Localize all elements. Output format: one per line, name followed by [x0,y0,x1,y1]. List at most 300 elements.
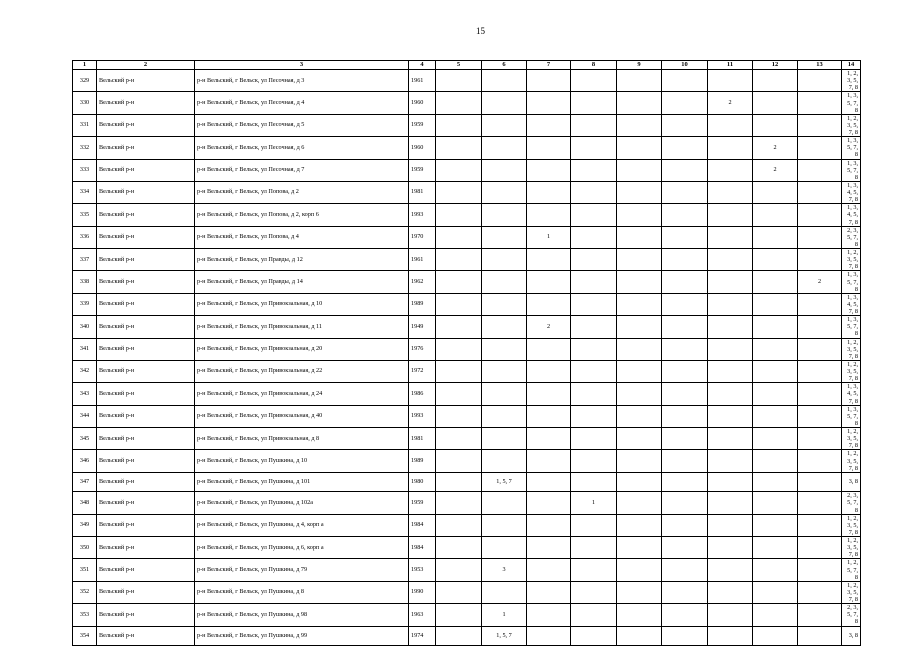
col14-cell: 1, 3, 5, 7, 8 [842,137,861,159]
page-number: 15 [476,26,485,36]
col8-cell [571,293,617,315]
col10-cell [662,70,708,92]
district-cell: Вельский р-н [97,316,195,338]
col11-cell [708,204,753,226]
address-cell: р-н Вельский, г Вельск, ул Попова, д 2, корп 6 [195,204,409,226]
col11-cell [708,559,753,581]
col12-cell [753,626,798,646]
table-row [73,293,861,315]
col11-cell: 2 [708,92,753,114]
col7-cell [527,514,571,536]
table-row [73,472,861,492]
col6-cell [482,514,527,536]
col12-cell [753,559,798,581]
col11-cell [708,604,753,626]
address-cell: р-н Вельский, г Вельск, ул Попова, д 4 [195,226,409,248]
col8-cell [571,559,617,581]
address-cell: р-н Вельский, г Вельск, ул Пушкина, д 99 [195,626,409,646]
col14-cell: 1, 2, 3, 5, 7, 8 [842,338,861,360]
col8-cell [571,249,617,271]
table-row [73,159,861,181]
col14-cell: 1, 2, 3, 5, 7, 8 [842,514,861,536]
address-cell: р-н Вельский, г Вельск, ул Привокзальная, д 8 [195,428,409,450]
row-number: 334 [73,181,97,203]
col13-cell [798,293,842,315]
row-number: 332 [73,137,97,159]
col6-cell [482,450,527,472]
col13-cell [798,450,842,472]
table-body [73,70,861,646]
address-cell: р-н Вельский, г Вельск, ул Пушкина, д 79 [195,559,409,581]
year-cell: 1986 [409,383,436,405]
table-row [73,581,861,603]
col9-cell [617,226,662,248]
col13-cell [798,405,842,427]
col10-cell [662,428,708,450]
col13-cell [798,472,842,492]
col13-cell [798,581,842,603]
col12-cell [753,271,798,293]
year-cell: 1953 [409,559,436,581]
address-cell: р-н Вельский, г Вельск, ул Пушкина, д 101 [195,472,409,492]
col12-cell [753,492,798,514]
row-number: 330 [73,92,97,114]
col8-cell [571,70,617,92]
year-cell: 1962 [409,271,436,293]
col11-cell [708,338,753,360]
row-number: 340 [73,316,97,338]
col8-cell [571,537,617,559]
col8-cell [571,316,617,338]
col5-cell [436,492,482,514]
col5-cell [436,360,482,382]
address-cell: р-н Вельский, г Вельск, ул Привокзальная, д 22 [195,360,409,382]
year-cell: 1970 [409,226,436,248]
col5-cell [436,137,482,159]
year-cell: 1961 [409,70,436,92]
year-cell: 1960 [409,137,436,159]
col11-cell [708,428,753,450]
col12-cell [753,383,798,405]
col14-cell: 1, 2, 3, 5, 7, 8 [842,450,861,472]
district-cell: Вельский р-н [97,360,195,382]
district-cell: Вельский р-н [97,405,195,427]
col5-cell [436,537,482,559]
district-cell: Вельский р-н [97,249,195,271]
col9-cell [617,293,662,315]
year-cell: 1961 [409,249,436,271]
col6-cell [482,249,527,271]
col6-cell [482,204,527,226]
col8-cell [571,405,617,427]
col9-cell [617,559,662,581]
col10-cell [662,581,708,603]
col7-cell [527,338,571,360]
col11-cell [708,316,753,338]
col14-cell: 2, 3, 5, 7, 8 [842,604,861,626]
col13-cell [798,537,842,559]
col6-cell [482,428,527,450]
address-cell: р-н Вельский, г Вельск, ул Пушкина, д 8 [195,581,409,603]
col5-cell [436,472,482,492]
col14-cell: 3, 8 [842,472,861,492]
district-cell: Вельский р-н [97,226,195,248]
col8-cell [571,204,617,226]
col11-cell [708,114,753,136]
col13-cell [798,249,842,271]
address-cell: р-н Вельский, г Вельск, ул Песочная, д 5 [195,114,409,136]
col9-cell [617,537,662,559]
col7-cell [527,159,571,181]
table-row [73,114,861,136]
col5-cell [436,581,482,603]
col13-cell [798,338,842,360]
col14-cell: 1, 3, 4, 5, 7, 8 [842,383,861,405]
col10-cell [662,204,708,226]
col8-cell: 1 [571,492,617,514]
col12-cell [753,70,798,92]
col5-cell [436,316,482,338]
district-cell: Вельский р-н [97,92,195,114]
row-number: 351 [73,559,97,581]
year-cell: 1989 [409,450,436,472]
col8-cell [571,137,617,159]
col14-cell: 1, 2, 3, 5, 7, 8 [842,70,861,92]
col14-cell: 1, 2, 3, 5, 7, 8 [842,581,861,603]
col10-cell [662,114,708,136]
col11-cell [708,360,753,382]
col13-cell [798,159,842,181]
col14-cell: 1, 2, 3, 5, 7, 8 [842,249,861,271]
table-row [73,249,861,271]
row-number: 333 [73,159,97,181]
col8-cell [571,626,617,646]
address-cell: р-н Вельский, г Вельск, ул Привокзальная, д 10 [195,293,409,315]
col8-cell [571,226,617,248]
col12-cell [753,181,798,203]
table-row [73,626,861,646]
col9-cell [617,271,662,293]
address-cell: р-н Вельский, г Вельск, ул Песочная, д 4 [195,92,409,114]
row-number: 346 [73,450,97,472]
col6-cell [482,405,527,427]
col10-cell [662,226,708,248]
col7-cell [527,581,571,603]
col13-cell [798,360,842,382]
address-cell: р-н Вельский, г Вельск, ул Пушкина, д 6, корп а [195,537,409,559]
table-row [73,338,861,360]
year-cell: 1976 [409,338,436,360]
col11-cell [708,581,753,603]
year-cell: 1993 [409,405,436,427]
col5-cell [436,204,482,226]
col13-cell [798,626,842,646]
col12-cell [753,338,798,360]
table-header-row [73,61,861,70]
col7-cell [527,293,571,315]
col14-cell: 1, 3, 5, 7, 8 [842,92,861,114]
col6-cell [482,338,527,360]
col12-cell [753,360,798,382]
col14-cell: 1, 2, 5, 7, 8 [842,559,861,581]
col9-cell [617,604,662,626]
col5-cell [436,70,482,92]
col11-cell [708,626,753,646]
col13-cell [798,181,842,203]
row-number: 338 [73,271,97,293]
col10-cell [662,293,708,315]
col5-cell [436,293,482,315]
col9-cell [617,450,662,472]
col7-cell: 1 [527,226,571,248]
col10-cell [662,559,708,581]
col12-cell [753,514,798,536]
year-cell: 1959 [409,159,436,181]
col13-cell [798,492,842,514]
col13-cell [798,514,842,536]
col6-cell [482,581,527,603]
col10-cell [662,383,708,405]
row-number: 344 [73,405,97,427]
col11-cell [708,226,753,248]
col7-cell [527,604,571,626]
district-cell: Вельский р-н [97,338,195,360]
table-row [73,383,861,405]
col7-cell [527,181,571,203]
col12-cell [753,428,798,450]
col9-cell [617,204,662,226]
col10-cell [662,338,708,360]
address-cell: р-н Вельский, г Вельск, ул Привокзальная, д 24 [195,383,409,405]
column-header-14: 14 [842,61,861,70]
col10-cell [662,514,708,536]
col6-cell [482,181,527,203]
col12-cell [753,249,798,271]
table-row [73,92,861,114]
col9-cell [617,383,662,405]
col14-cell: 1, 2, 3, 5, 7, 8 [842,114,861,136]
col5-cell [436,626,482,646]
column-header-11: 11 [708,61,753,70]
col9-cell [617,92,662,114]
year-cell: 1949 [409,316,436,338]
district-cell: Вельский р-н [97,293,195,315]
col11-cell [708,492,753,514]
table-row [73,70,861,92]
col7-cell [527,92,571,114]
col12-cell [753,316,798,338]
table-row [73,226,861,248]
row-number: 339 [73,293,97,315]
col10-cell [662,472,708,492]
table-row [73,604,861,626]
col9-cell [617,514,662,536]
col13-cell [798,137,842,159]
col8-cell [571,450,617,472]
year-cell: 1963 [409,604,436,626]
col8-cell [571,338,617,360]
district-cell: Вельский р-н [97,383,195,405]
col7-cell [527,472,571,492]
col8-cell [571,383,617,405]
col13-cell [798,70,842,92]
col7-cell [527,383,571,405]
col10-cell [662,450,708,472]
column-header-7: 7 [527,61,571,70]
col11-cell [708,271,753,293]
col6-cell [482,92,527,114]
col8-cell [571,428,617,450]
district-cell: Вельский р-н [97,181,195,203]
district-cell: Вельский р-н [97,514,195,536]
col9-cell [617,338,662,360]
col6-cell [482,137,527,159]
col10-cell [662,249,708,271]
col5-cell [436,450,482,472]
col13-cell [798,114,842,136]
address-cell: р-н Вельский, г Вельск, ул Правды, д 12 [195,249,409,271]
address-cell: р-н Вельский, г Вельск, ул Привокзальная, д 40 [195,405,409,427]
year-cell: 1980 [409,472,436,492]
col7-cell [527,492,571,514]
col6-cell [482,226,527,248]
col9-cell [617,249,662,271]
address-cell: р-н Вельский, г Вельск, ул Попова, д 2 [195,181,409,203]
row-number: 345 [73,428,97,450]
col14-cell: 2, 3, 5, 7, 8 [842,492,861,514]
address-cell: р-н Вельский, г Вельск, ул Пушкина, д 98 [195,604,409,626]
col11-cell [708,405,753,427]
col14-cell: 1, 3, 5, 7, 8 [842,159,861,181]
address-cell: р-н Вельский, г Вельск, ул Пушкина, д 10 [195,450,409,472]
col13-cell [798,559,842,581]
year-cell: 1974 [409,626,436,646]
col11-cell [708,159,753,181]
col7-cell [527,70,571,92]
col6-cell [482,293,527,315]
address-cell: р-н Вельский, г Вельск, ул Правды, д 14 [195,271,409,293]
column-header-9: 9 [617,61,662,70]
district-cell: Вельский р-н [97,604,195,626]
col7-cell [527,405,571,427]
col5-cell [436,428,482,450]
address-cell: р-н Вельский, г Вельск, ул Привокзальная, д 20 [195,338,409,360]
district-cell: Вельский р-н [97,581,195,603]
year-cell: 1959 [409,114,436,136]
year-cell: 1990 [409,581,436,603]
row-number: 335 [73,204,97,226]
address-cell: р-н Вельский, г Вельск, ул Привокзальная, д 11 [195,316,409,338]
district-cell: Вельский р-н [97,537,195,559]
col6-cell [482,114,527,136]
col8-cell [571,604,617,626]
column-header-2: 2 [97,61,195,70]
col10-cell [662,360,708,382]
column-header-12: 12 [753,61,798,70]
col13-cell [798,204,842,226]
col14-cell: 1, 3, 5, 7, 8 [842,405,861,427]
col14-cell: 1, 3, 4, 5, 7, 8 [842,181,861,203]
col6-cell [482,316,527,338]
col6-cell [482,271,527,293]
col9-cell [617,70,662,92]
district-cell: Вельский р-н [97,137,195,159]
district-cell: Вельский р-н [97,472,195,492]
col9-cell [617,360,662,382]
col11-cell [708,181,753,203]
column-header-4: 4 [409,61,436,70]
district-cell: Вельский р-н [97,492,195,514]
table-row [73,181,861,203]
col5-cell [436,383,482,405]
col12-cell [753,450,798,472]
col10-cell [662,626,708,646]
address-cell: р-н Вельский, г Вельск, ул Песочная, д 6 [195,137,409,159]
column-header-13: 13 [798,61,842,70]
table-row [73,492,861,514]
col5-cell [436,405,482,427]
col9-cell [617,137,662,159]
district-cell: Вельский р-н [97,559,195,581]
address-cell: р-н Вельский, г Вельск, ул Песочная, д 3 [195,70,409,92]
col14-cell: 1, 2, 3, 5, 7, 8 [842,428,861,450]
column-header-8: 8 [571,61,617,70]
col11-cell [708,450,753,472]
col7-cell [527,114,571,136]
year-cell: 1984 [409,537,436,559]
col7-cell [527,249,571,271]
col8-cell [571,92,617,114]
col6-cell [482,360,527,382]
row-number: 354 [73,626,97,646]
col8-cell [571,581,617,603]
col9-cell [617,181,662,203]
col8-cell [571,114,617,136]
col6-cell: 1, 5, 7 [482,472,527,492]
col6-cell [482,159,527,181]
table-row [73,405,861,427]
col10-cell [662,92,708,114]
col9-cell [617,492,662,514]
district-cell: Вельский р-н [97,159,195,181]
row-number: 353 [73,604,97,626]
col12-cell [753,114,798,136]
col14-cell: 2, 3, 5, 7, 8 [842,226,861,248]
col10-cell [662,492,708,514]
table-row [73,204,861,226]
col6-cell: 3 [482,559,527,581]
year-cell: 1972 [409,360,436,382]
col14-cell: 1, 3, 4, 5, 7, 8 [842,293,861,315]
col14-cell: 1, 2, 3, 5, 7, 8 [842,360,861,382]
col12-cell [753,581,798,603]
table-row [73,137,861,159]
col13-cell [798,226,842,248]
col14-cell: 1, 3, 5, 7, 8 [842,316,861,338]
row-number: 348 [73,492,97,514]
year-cell: 1989 [409,293,436,315]
col7-cell [527,428,571,450]
col5-cell [436,249,482,271]
table-row [73,450,861,472]
col9-cell [617,428,662,450]
col11-cell [708,383,753,405]
row-number: 343 [73,383,97,405]
year-cell: 1960 [409,92,436,114]
column-header-1: 1 [73,61,97,70]
col12-cell [753,204,798,226]
table-row [73,316,861,338]
